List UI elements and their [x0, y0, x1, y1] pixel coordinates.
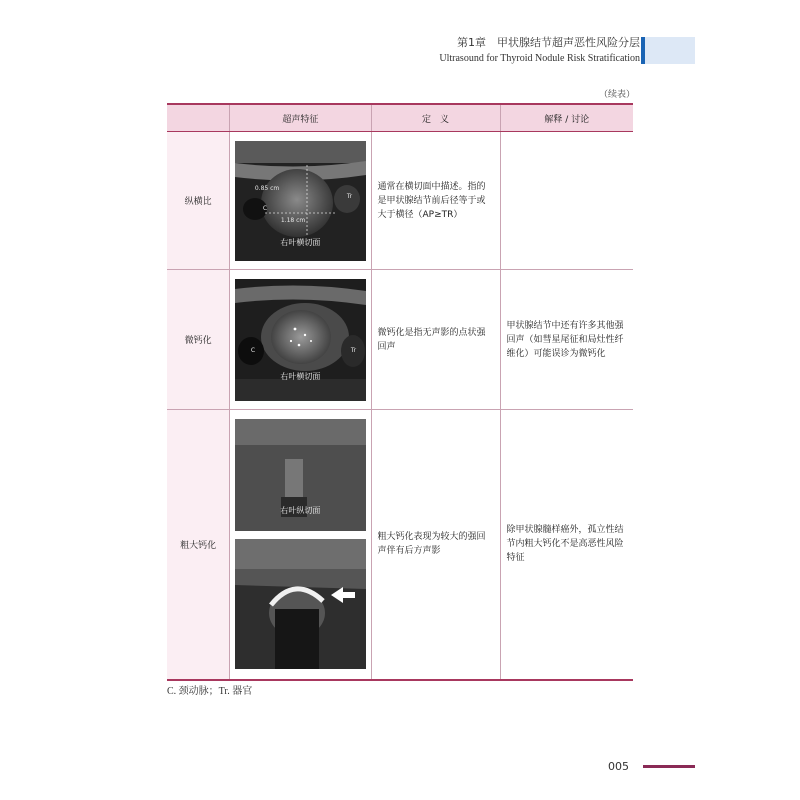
chapter-title-en: Ultrasound for Thyroid Nodule Risk Stratification	[439, 53, 640, 64]
ap-measure-label: 0.85 cm	[254, 184, 280, 192]
definition-text: 通常在横切面中描述。指的是甲状腺结节前后径等于或大于横径（AP≥TR）	[371, 132, 500, 270]
table-header-row	[167, 104, 633, 132]
table-row	[167, 410, 633, 680]
interpretation-text	[500, 132, 633, 270]
feature-name: 粗大钙化	[167, 410, 230, 680]
header-empty	[167, 104, 230, 132]
ultrasound-image	[235, 419, 366, 531]
image-cell	[230, 410, 371, 680]
carotid-label: C	[250, 346, 256, 354]
image-cell	[230, 270, 371, 410]
chapter-title-zh: 第1章 甲状腺结节超声恶性风险分层	[457, 36, 640, 49]
table-continued-label: （续表）	[598, 90, 635, 100]
header-interpretation: 解释 / 讨论	[500, 104, 633, 132]
definition-text: 微钙化是指无声影的点状强回声	[371, 270, 500, 410]
trachea-label: Tr	[350, 346, 357, 354]
image-cell	[230, 132, 371, 270]
table-footnote: C. 颈动脉；Tr. 器官	[167, 686, 253, 697]
table-row	[167, 132, 633, 270]
interpretation-text: 除甲状腺髓样癌外，孤立性结节内粗大钙化不是高恶性风险特征	[500, 410, 633, 680]
ultrasound-image	[235, 279, 366, 401]
carotid-label: C	[262, 204, 268, 212]
image-caption: 右叶横切面	[280, 371, 321, 381]
arrow-icon	[331, 587, 355, 603]
ultrasound-image	[235, 141, 366, 261]
image-caption: 右叶纵切面	[280, 506, 321, 516]
ultrasound-feature-table	[167, 103, 633, 681]
feature-name: 纵横比	[167, 132, 230, 270]
trachea-label: Tr	[346, 192, 353, 200]
header-accent-box	[645, 37, 695, 64]
tr-measure-label: 1.18 cm	[280, 216, 306, 224]
interpretation-text: 甲状腺结节中还有许多其他强回声（如彗星尾征和局灶性纤维化）可能误诊为微钙化	[500, 270, 633, 410]
definition-text: 粗大钙化表现为较大的强回声伴有后方声影	[371, 410, 500, 680]
header-feature: 超声特征	[230, 104, 371, 132]
ultrasound-image	[235, 539, 366, 669]
feature-name: 微钙化	[167, 270, 230, 410]
table-row	[167, 270, 633, 410]
image-caption: 右叶横切面	[280, 237, 321, 247]
header-definition: 定 义	[371, 104, 500, 132]
running-header	[430, 36, 640, 66]
page-number-bar	[643, 765, 695, 768]
page-number: 005	[608, 760, 629, 773]
